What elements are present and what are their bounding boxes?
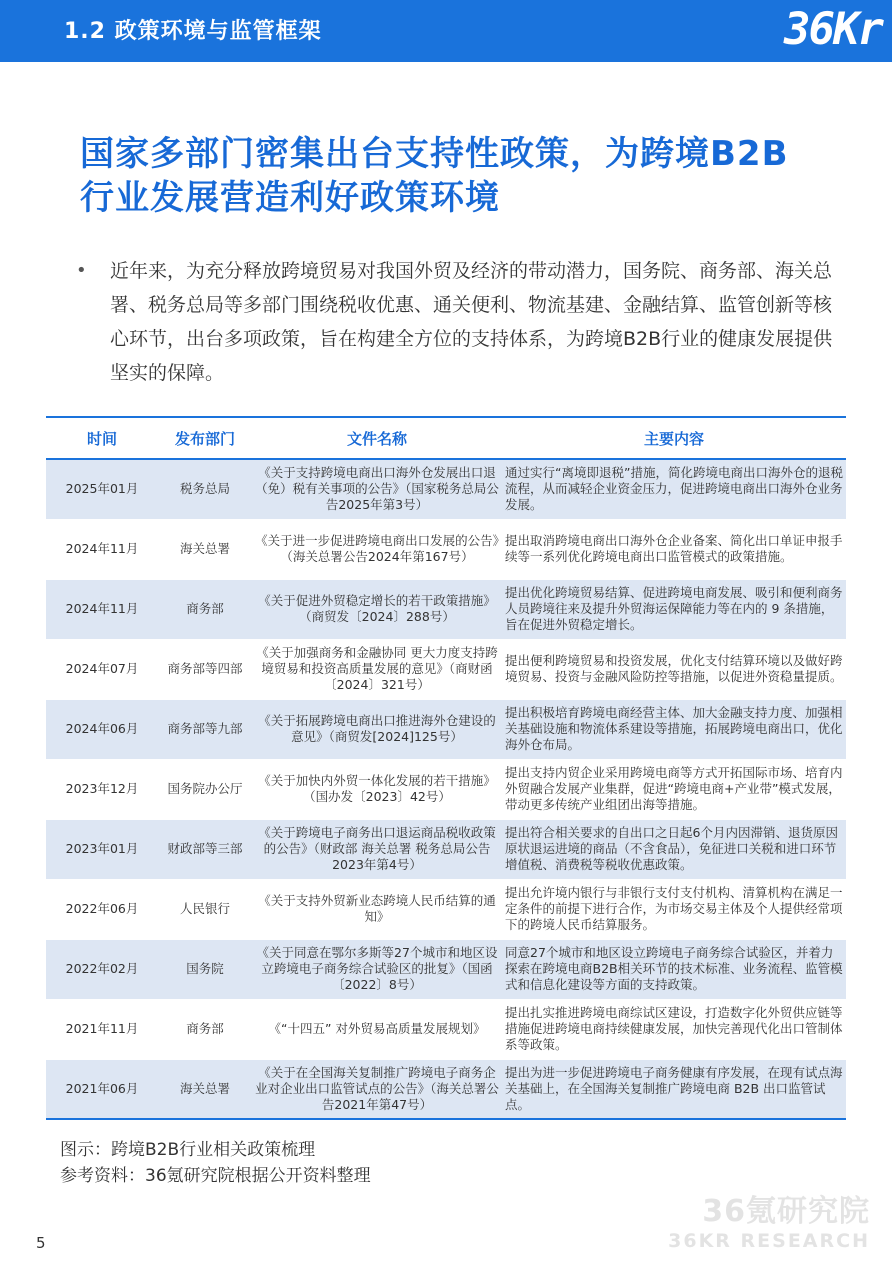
- cell-content: 提出优化跨境贸易结算、促进跨境电商发展、吸引和便利商务人员跨境往来及提升外贸海运保障能力等在内的 9 条措施，旨在促进外贸稳定增长。: [502, 579, 846, 639]
- cell-doc: 《关于加强商务和金融协同 更大力度支持跨境贸易和投资高质量发展的意见》（商财函〔2024〕321号）: [252, 639, 502, 699]
- page-title-line-1: 国家多部门密集出台支持性政策，为跨境B2B: [80, 134, 789, 174]
- brand-logo: 36Kr: [784, 4, 882, 55]
- cell-doc: 《“十四五” 对外贸易高质量发展规划》: [252, 999, 502, 1059]
- table-row: [46, 999, 846, 1059]
- page-number: 5: [36, 1234, 46, 1252]
- cell-doc: 《关于支持跨境电商出口海外仓发展出口退（免）税有关事项的公告》（国家税务总局公告2025年第3号）: [252, 459, 502, 519]
- cell-dept: 海关总署: [158, 519, 252, 579]
- cell-doc: 《关于拓展跨境电商出口推进海外仓建设的意见》（商贸发[2024]125号）: [252, 699, 502, 759]
- cell-time: 2024年07月: [46, 639, 158, 699]
- intro-paragraph: 近年来，为充分释放跨境贸易对我国外贸及经济的带动潜力，国务院、商务部、海关总署、税务总局等多部门围绕税收优惠、通关便利、物流基建、金融结算、监管创新等核心环节，出台多项政策，旨在构建全方位的支持体系，为跨境B2B行业的健康发展提供坚实的保障。: [110, 260, 833, 384]
- cell-content: 提出扎实推进跨境电商综试区建设，打造数字化外贸供应链等措施促进跨境电商持续健康发展，加快完善现代化出口管制体系等政策。: [502, 999, 846, 1059]
- cell-content: 提出支持内贸企业采用跨境电商等方式开拓国际市场、培育内外贸融合发展产业集群，促进“跨境电商+产业带”模式发展，带动更多传统产业组团出海等措施。: [502, 759, 846, 819]
- section-title: 1.2 政策环境与监管框架: [64, 19, 322, 44]
- table-row: [46, 819, 846, 879]
- cell-time: 2022年06月: [46, 879, 158, 939]
- cell-doc: 《关于加快内外贸一体化发展的若干措施》（国办发〔2023〕42号）: [252, 759, 502, 819]
- cell-content: 提出符合相关要求的自出口之日起6个月内因滞销、退货原因原状退运进境的商品（不含食品），免征进口关税和进口环节增值税、消费税等税收优惠政策。: [502, 819, 846, 879]
- cell-time: 2022年02月: [46, 939, 158, 999]
- cell-content: 提出积极培育跨境电商经营主体、加大金融支持力度、加强相关基础设施和物流体系建设等措施，拓展跨境电商出口，优化海外仓布局。: [502, 699, 846, 759]
- cell-doc: 《关于进一步促进跨境电商出口发展的公告》（海关总署公告2024年第167号）: [252, 519, 502, 579]
- table-row: [46, 699, 846, 759]
- cell-time: 2024年06月: [46, 699, 158, 759]
- cell-content: 通过实行“离境即退税”措施，简化跨境电商出口海外仓的退税流程，从而减轻企业资金压力，促进跨境电商出口海外仓业务发展。: [502, 459, 846, 519]
- page-title-line-2: 行业发展营造利好政策环境: [80, 178, 500, 218]
- cell-doc: 《关于同意在鄂尔多斯等27个城市和地区设立跨境电子商务综合试验区的批复》（国函〔2022〕8号）: [252, 939, 502, 999]
- cell-time: 2021年06月: [46, 1059, 158, 1119]
- cell-dept: 海关总署: [158, 1059, 252, 1119]
- cell-content: 提出便利跨境贸易和投资发展，优化支付结算环境以及做好跨境贸易、投资与金融风险防控等措施，以促进外资稳量提质。: [502, 639, 846, 699]
- figure-caption: 图示：跨境B2B行业相关政策梳理: [60, 1140, 316, 1160]
- bullet-dot-icon: •: [76, 260, 87, 281]
- table-row: [46, 579, 846, 639]
- cell-doc: 《关于支持外贸新业态跨境人民币结算的通知》: [252, 879, 502, 939]
- cell-dept: 国务院办公厅: [158, 759, 252, 819]
- header-time: 时间: [46, 417, 158, 459]
- cell-time: 2023年12月: [46, 759, 158, 819]
- cell-content: 提出允许境内银行与非银行支付支付机构、清算机构在满足一定条件的前提下进行合作，为市场交易主体及个人提供经常项下的跨境人民币结算服务。: [502, 879, 846, 939]
- header-bar: [0, 0, 892, 62]
- cell-dept: 商务部等四部: [158, 639, 252, 699]
- table-row: [46, 639, 846, 699]
- cell-time: 2025年01月: [46, 459, 158, 519]
- table-row: [46, 519, 846, 579]
- cell-time: 2021年11月: [46, 999, 158, 1059]
- source-note: 参考资料：36氪研究院根据公开资料整理: [60, 1166, 371, 1186]
- cell-dept: 商务部: [158, 999, 252, 1059]
- table-row: [46, 879, 846, 939]
- watermark: [668, 1186, 870, 1252]
- cell-doc: 《关于促进外贸稳定增长的若干政策措施》（商贸发〔2024〕288号）: [252, 579, 502, 639]
- cell-dept: 税务总局: [158, 459, 252, 519]
- watermark-cn: 36氪研究院: [702, 1194, 870, 1229]
- table-header-row: [46, 417, 846, 459]
- cell-dept: 人民银行: [158, 879, 252, 939]
- cell-dept: 商务部: [158, 579, 252, 639]
- table-row: [46, 939, 846, 999]
- cell-content: 提出取消跨境电商出口海外仓企业备案、简化出口单证申报手续等一系列优化跨境电商出口监管模式的政策措施。: [502, 519, 846, 579]
- cell-content: 同意27个城市和地区设立跨境电子商务综合试验区，并着力探索在跨境电商B2B相关环节的技术标准、业务流程、监管模式和信息化建设等方面的支持政策。: [502, 939, 846, 999]
- header-dept: 发布部门: [158, 417, 252, 459]
- cell-content: 提出为进一步促进跨境电子商务健康有序发展，在现有试点海关基础上，在全国海关复制推广跨境电商 B2B 出口监管试点。: [502, 1059, 846, 1119]
- header-doc: 文件名称: [252, 417, 502, 459]
- cell-time: 2024年11月: [46, 579, 158, 639]
- watermark-en: 36KR RESEARCH: [668, 1230, 870, 1252]
- cell-doc: 《关于跨境电子商务出口退运商品税收政策的公告》（财政部 海关总署 税务总局公告2023年第4号）: [252, 819, 502, 879]
- cell-time: 2023年01月: [46, 819, 158, 879]
- policy-table: [46, 416, 846, 1120]
- table-row: [46, 759, 846, 819]
- cell-dept: 财政部等三部: [158, 819, 252, 879]
- cell-time: 2024年11月: [46, 519, 158, 579]
- cell-dept: 国务院: [158, 939, 252, 999]
- table-row: [46, 1059, 846, 1119]
- header-content: 主要内容: [502, 417, 846, 459]
- page-title: [80, 132, 840, 220]
- cell-doc: 《关于在全国海关复制推广跨境电子商务企业对企业出口监管试点的公告》（海关总署公告2021年第47号）: [252, 1059, 502, 1119]
- cell-dept: 商务部等九部: [158, 699, 252, 759]
- table-row: [46, 459, 846, 519]
